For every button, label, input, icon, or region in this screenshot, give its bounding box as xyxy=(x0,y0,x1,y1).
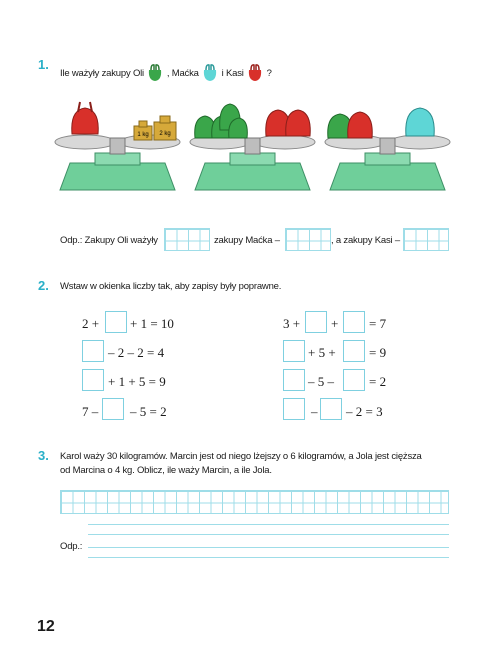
eq-right-4-mid: – xyxy=(311,404,318,419)
answer-box[interactable] xyxy=(305,311,327,333)
answer-box[interactable] xyxy=(102,398,124,420)
answer-line[interactable] xyxy=(88,547,449,548)
teal-bag-icon xyxy=(201,62,219,85)
green-red-bags-icon xyxy=(328,112,373,138)
answer-box[interactable] xyxy=(283,398,305,420)
answer-box[interactable] xyxy=(82,369,104,391)
scale-1 xyxy=(55,135,180,190)
answer-grid-ola[interactable] xyxy=(164,228,210,251)
answer1-part1: Odp.: Zakupy Oli ważyły xyxy=(60,235,158,246)
task1-number: 1. xyxy=(38,57,49,72)
task3-number: 3. xyxy=(38,448,49,463)
answer-box[interactable] xyxy=(320,398,342,420)
weight-label-1: 1 kg xyxy=(137,132,149,138)
eq-left-4-start: 7 – xyxy=(82,404,99,419)
q-part3: i Kasi xyxy=(221,68,244,80)
answer-grid-maciek[interactable] xyxy=(285,228,331,251)
answer-line[interactable] xyxy=(88,524,449,525)
q-part4: ? xyxy=(266,68,272,80)
red-bags-icon xyxy=(266,110,311,136)
eq-right-3-mid: – 5 – xyxy=(308,374,334,389)
eq-right-1-end: = 7 xyxy=(369,316,387,331)
answer-line[interactable] xyxy=(88,534,449,535)
answer-box[interactable] xyxy=(343,340,365,362)
page-number: 12 xyxy=(37,618,55,635)
eq-right-2-mid: + 5 + xyxy=(308,345,336,360)
answer-box[interactable] xyxy=(343,311,365,333)
eq-right-2-end: = 9 xyxy=(369,345,387,360)
answer-box[interactable] xyxy=(343,369,365,391)
weight-2kg-icon xyxy=(154,116,176,140)
weight-label-2: 2 kg xyxy=(159,131,171,137)
green-bags-icon xyxy=(195,104,248,138)
eq-left-1: 2 + xyxy=(82,316,100,331)
eq-left-3-rest: + 1 + 5 = 9 xyxy=(108,374,166,389)
red-bag-icon xyxy=(246,62,264,85)
q-part2: , Maćka xyxy=(166,68,199,80)
scale-2 xyxy=(190,135,315,190)
eq-left-1-rest: + 1 = 10 xyxy=(130,316,174,331)
task1-question xyxy=(60,62,272,85)
eq-left-4-rest: – 5 = 2 xyxy=(130,404,167,419)
eq-right-1-start: 3 + xyxy=(283,316,301,331)
answer-box[interactable] xyxy=(105,311,127,333)
task2-instruction: Wstaw w okienka liczby tak, aby zapisy były poprawne. xyxy=(60,281,282,292)
scale-3 xyxy=(325,135,450,190)
red-bag-icon xyxy=(72,102,98,134)
answer-box[interactable] xyxy=(283,369,305,391)
task2-number: 2. xyxy=(38,278,49,293)
eq-right-3-end: = 2 xyxy=(369,374,387,389)
answer1-part2: zakupy Maćka – xyxy=(214,235,280,246)
answer-grid-kasia[interactable] xyxy=(403,228,449,251)
answer-box[interactable] xyxy=(82,340,104,362)
task3-line2: od Marcina o 4 kg. Oblicz, ile waży Marcin, a ile Jola. xyxy=(60,465,272,476)
eq-right-4-end: – 2 = 3 xyxy=(346,404,383,419)
eq-right-1-mid: + xyxy=(331,316,339,331)
q-part1: Ile ważyły zakupy Oli xyxy=(60,68,144,80)
green-bag-icon xyxy=(146,62,164,85)
answer3-label: Odp.: xyxy=(60,541,83,552)
calculation-grid[interactable] xyxy=(60,490,449,514)
weight-1kg-icon xyxy=(134,121,152,140)
eq-left-2-rest: – 2 – 2 = 4 xyxy=(108,345,165,360)
scales-illustration xyxy=(50,98,460,198)
task3-line1: Karol waży 30 kilogramów. Marcin jest od niego lżejszy o 6 kilogramów, a Jola jest cięższa xyxy=(60,451,422,462)
answer-line[interactable] xyxy=(88,557,449,558)
answer1-part3: , a zakupy Kasi – xyxy=(331,235,400,246)
answer-box[interactable] xyxy=(283,340,305,362)
teal-bag-icon xyxy=(406,108,434,136)
